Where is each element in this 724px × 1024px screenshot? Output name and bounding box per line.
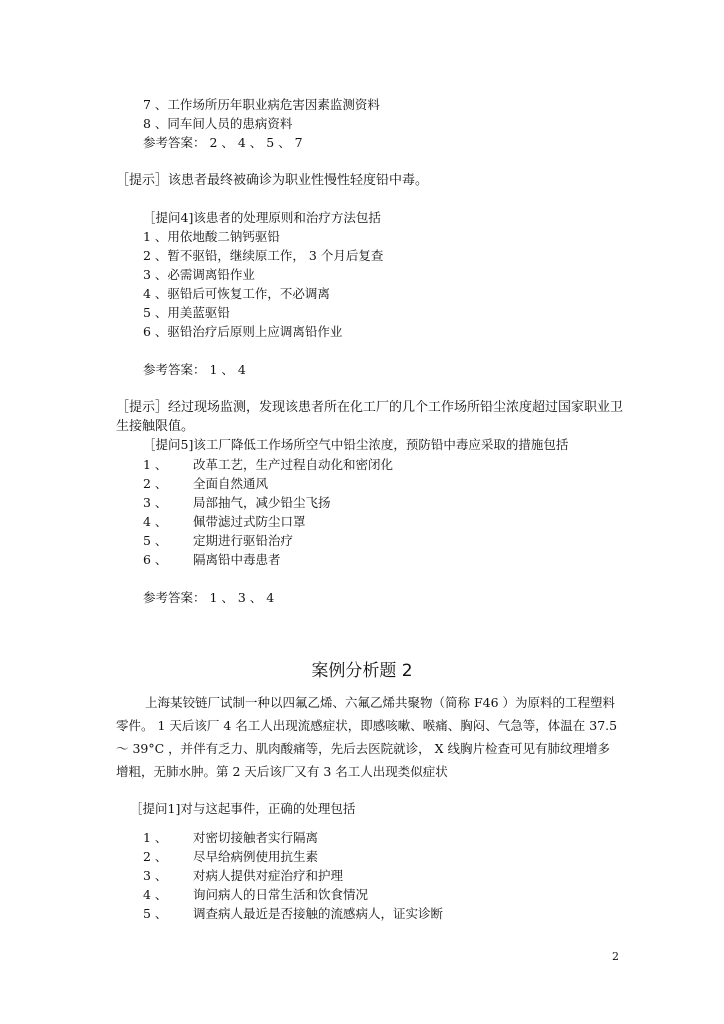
hint-4: ［提示］该患者最终被确诊为职业性慢性轻度铅中毒。	[116, 173, 429, 188]
q5-item-number: 1 、	[143, 457, 168, 472]
q5-item-number: 6 、	[143, 552, 168, 567]
hint-5-line-2: 生接触限值。	[116, 419, 195, 434]
q5-question: ［提问5]该工厂降低工作场所空气中铅尘浓度，预防铅中毒应采取的措施包括	[143, 437, 569, 452]
q4-item-1: 1 、用依地酸二钠钙驱铅	[143, 229, 280, 244]
q4-item-3: 3 、必需调离铅作业	[143, 267, 255, 282]
case-2-intro-line-4: 增粗，无肺水肿。第 2 天后该厂又有 3 名工人出现类似症状	[116, 764, 448, 779]
case-2-q1-item-text: 对密切接触者实行隔离	[193, 830, 319, 845]
q4-answer: 参考答案： 1 、 4	[143, 362, 246, 377]
q4-item-4: 4 、驱铅后可恢复工作，不必调离	[143, 286, 330, 301]
case-2-q1-item-text: 询问病人的日常生活和饮食情况	[193, 887, 369, 902]
q5-item-text: 全面自然通风	[193, 476, 269, 491]
case-2-intro-line-2: 零件。 1 天后该厂 4 名工人出现流感症状，即感咳嗽、喉痛、胸闷、气急等，体温在 37.5	[116, 718, 618, 733]
page-number: 2	[612, 950, 619, 963]
case-2-q1-item-number: 4 、	[143, 887, 168, 902]
case-2-q1-item-text: 调查病人最近是否接触的流感病人，证实诊断	[193, 906, 444, 921]
q5-item-text: 定期进行驱铅治疗	[193, 533, 294, 548]
case-2-intro-line-1: 上海某铰链厂试制一种以四氟乙烯、六氟乙烯共聚物（简称 F46 ）为原料的工程塑料	[145, 695, 616, 710]
q5-item-number: 3 、	[143, 495, 168, 510]
q5-item-text: 局部抽气，减少铅尘飞扬	[193, 495, 331, 510]
q5-item-text: 改革工艺，生产过程自动化和密闭化	[193, 457, 394, 472]
hint-5-line-1: ［提示］经过现场监测，发现该患者所在化工厂的几个工作场所铅尘浓度超过国家职业卫	[116, 400, 624, 415]
case-2-title: 案例分析题 2	[311, 661, 413, 681]
q4-item-2: 2 、暂不驱铅，继续原工作， 3 个月后复查	[143, 248, 384, 263]
q5-item-number: 4 、	[143, 514, 168, 529]
q5-answer: 参考答案： 1 、 3 、 4	[143, 590, 275, 605]
case-2-q1-item-number: 2 、	[143, 849, 168, 864]
q4-question: ［提问4]该患者的处理原则和治疗方法包括	[143, 210, 381, 225]
q5-item-text: 隔离铅中毒患者	[193, 552, 281, 567]
q5-item-number: 5 、	[143, 533, 168, 548]
q3-answer: 参考答案： 2 、 4 、 5 、 7	[143, 135, 303, 150]
case-2-q1-item-number: 5 、	[143, 906, 168, 921]
case-2-q1-item-number: 1 、	[143, 830, 168, 845]
q3-item-8: 8 、同车间人员的患病资料	[143, 116, 293, 131]
case-2-q1-item-text: 对病人提供对症治疗和护理	[193, 868, 344, 883]
q4-item-5: 5 、用美蓝驱铅	[143, 305, 230, 320]
case-2-q1-item-text: 尽早给病例使用抗生素	[193, 849, 319, 864]
case-2-intro-line-3: ～ 39°C ，并伴有乏力、肌肉酸痛等，先后去医院就诊， X 线胸片检查可见有肺纹理增多	[116, 741, 611, 756]
q5-item-text: 佩带滤过式防尘口罩	[193, 514, 306, 529]
case-2-q1-item-number: 3 、	[143, 868, 168, 883]
q5-item-number: 2 、	[143, 476, 168, 491]
q4-item-6: 6 、驱铅治疗后原则上应调离铅作业	[143, 324, 343, 339]
q3-item-7: 7 、工作场所历年职业病危害因素监测资料	[143, 97, 380, 112]
case-2-q1-question: ［提问1]对与这起事件，正确的处理包括	[130, 801, 356, 816]
